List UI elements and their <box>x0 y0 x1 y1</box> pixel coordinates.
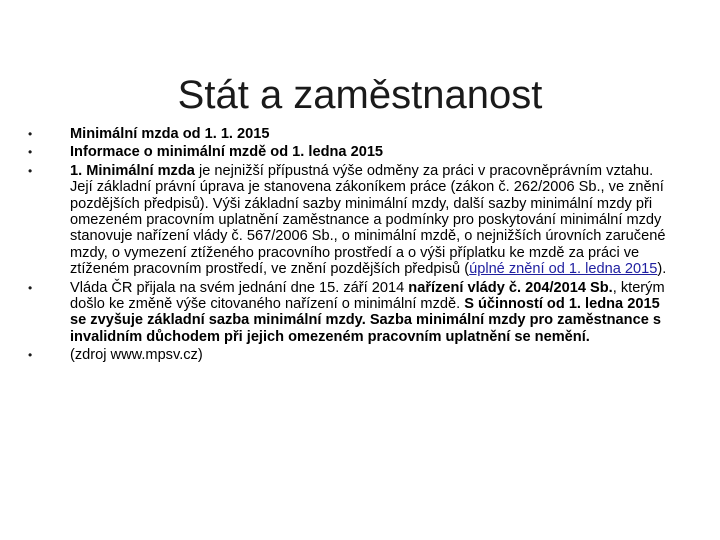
bullet-dot: • <box>28 163 33 178</box>
slide-title: Stát a zaměstnanost <box>177 72 543 117</box>
bullet-bold-effective: S účinností od 1. ledna 2015 se zvyšuje základní sazba minimální mzdy. Sazba minimální mzdy pro zaměstnance s invalidním důchodem při jejich omezeném pracovním uplatnění se nemění. <box>70 296 661 345</box>
bullet-text-2: , kterým došlo ke změně výše citovaného nařízení o minimální mzdě. <box>70 279 665 313</box>
bullet-bold-regulation: nařízení vlády č. 204/2014 Sb. <box>408 279 613 296</box>
bullet-text: je nejnižší přípustná výše odměny za práci v pracovněprávním vztahu. Její základní právní úprava je stanovena zákoníkem práce (zákon č. 262/2006 Sb., ve znění pozdějších předpisů). Výši základní sazby minimální mzdy, další sazby minimální mzdy při omezeném pracovním uplatnění zaměstnance a podmínky pro poskytování minimální mzdy stanovuje nařízení vlády č. 567/2006 Sb., o minimální mzdě, o nejnižších úrovních zaručené mzdy, o vymezení ztíženého pracovního prostředí a o výši příplatku ke mzdě za práci ve ztíženém pracovním prostředí, ve znění pozdějších předpisů ( <box>70 162 666 278</box>
bullet-tail: ). <box>657 261 667 278</box>
bullet-dot: • <box>28 348 33 363</box>
full-text-link[interactable]: úplné znění od 1. ledna 2015 <box>469 261 658 278</box>
bullet-text: Vláda ČR přijala na svém jednání dne 15. září 2014 <box>70 279 409 296</box>
bullet-text: Informace o minimální mzdě od 1. ledna 2015 <box>70 144 384 161</box>
bullet-dot: • <box>28 127 33 141</box>
bullet-list <box>28 126 670 366</box>
bullet-dot: • <box>28 145 33 160</box>
bullet-lead-bold: 1. Minimální mzda <box>70 162 195 179</box>
bullet-item-source <box>28 347 670 364</box>
bullet-item-minimum-wage <box>28 126 670 142</box>
bullet-text: (zdroj www.mpsv.cz) <box>70 347 203 364</box>
bullet-dot: • <box>28 280 33 295</box>
bullet-item-information <box>28 144 670 161</box>
bullet-item-definition <box>28 162 670 278</box>
bullet-item-government-decision <box>28 279 670 346</box>
bullet-text: Minimální mzda od 1. 1. 2015 <box>70 126 270 142</box>
